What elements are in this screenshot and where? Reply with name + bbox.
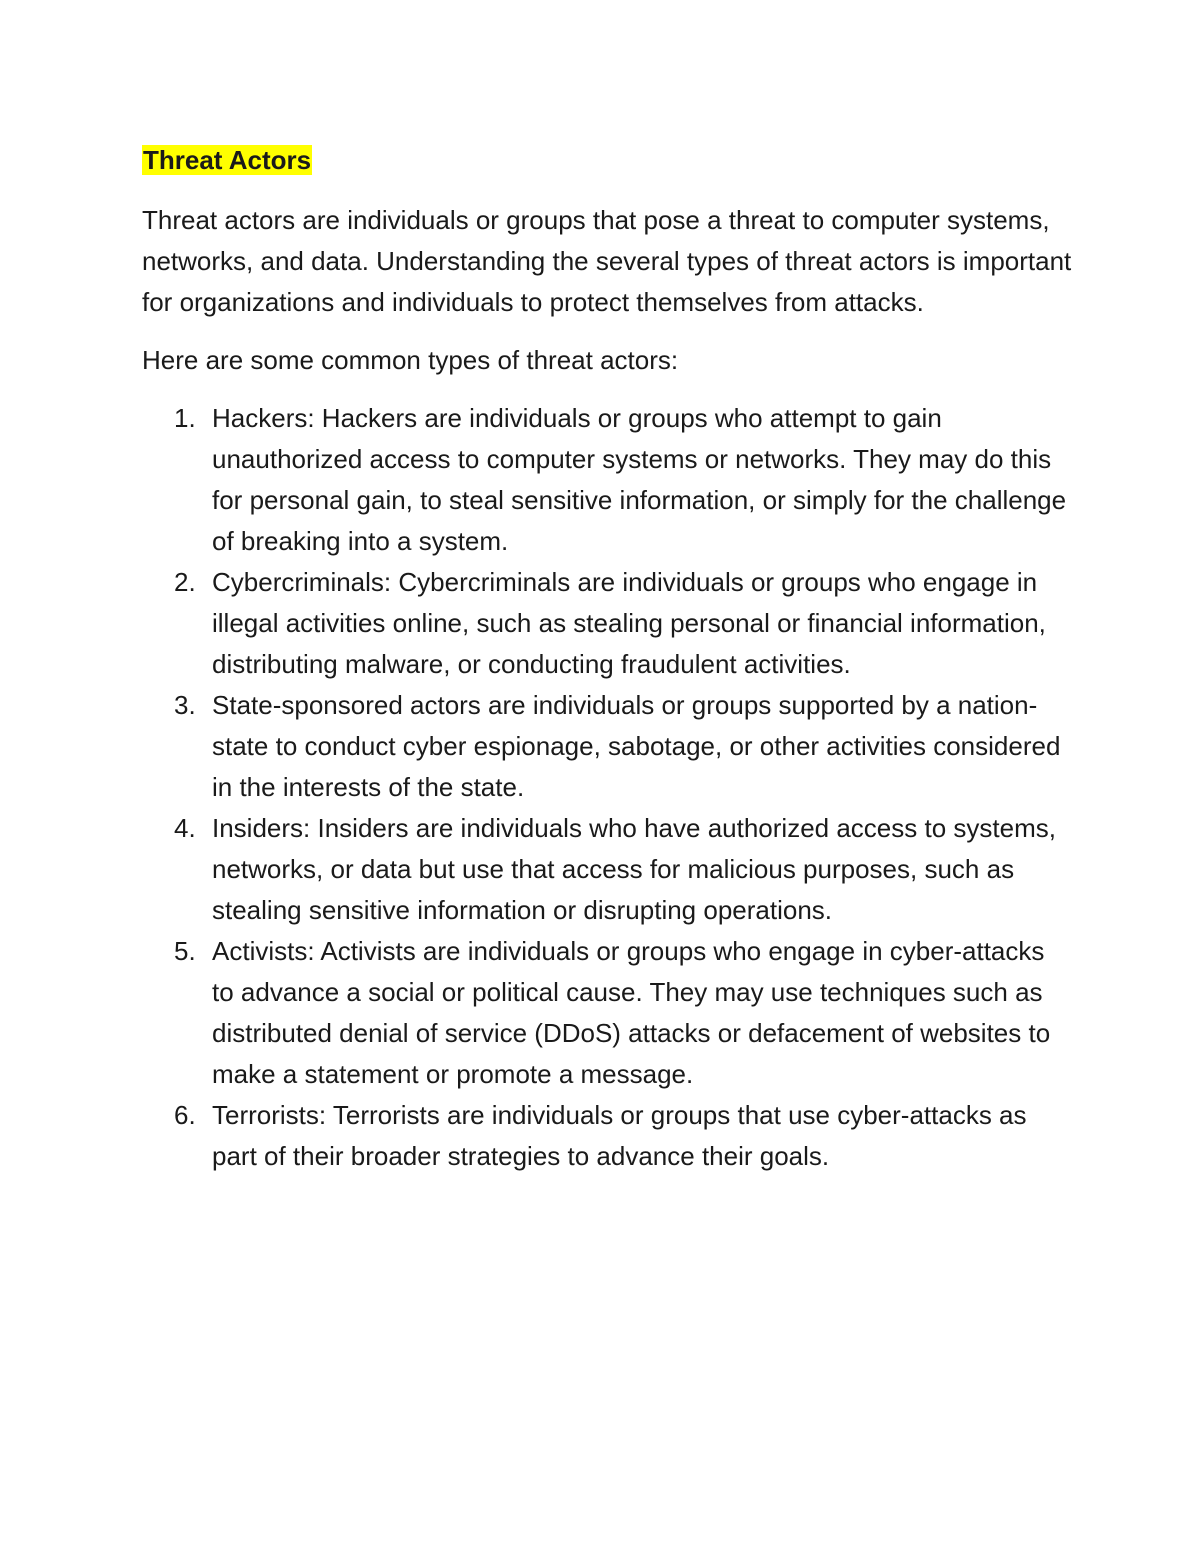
list-item-text: State-sponsored actors are individuals or groups supported by a nation-state to conduct cyber espionage, sabotage, or other activities considered in the interests of the state. <box>212 690 1061 802</box>
document-title <box>142 140 1072 181</box>
list-item <box>142 931 1072 1095</box>
list-item <box>142 398 1072 562</box>
lead-in-paragraph: Here are some common types of threat actors: <box>142 345 679 375</box>
list-item-text: Activists: Activists are individuals or groups who engage in cyber-attacks to advance a social or political cause. They may use techniques such as distributed denial of service (DDoS) attacks or defacement of websites to make a statement or promote a message. <box>212 936 1051 1089</box>
list-item-text: Insiders: Insiders are individuals who have authorized access to systems, networks, or data but use that access for malicious purposes, such as stealing sensitive information or disrupting operations. <box>212 813 1056 925</box>
list-item-text: Hackers: Hackers are individuals or groups who attempt to gain unauthorized access to computer systems or networks. They may do this for personal gain, to steal sensitive information, or simply for the challenge of breaking into a system. <box>212 403 1067 556</box>
list-item <box>142 808 1072 931</box>
document-body <box>142 140 1072 1177</box>
list-item-number: 1. <box>174 403 196 433</box>
list-item-number: 6. <box>174 1100 196 1130</box>
title-highlight: Threat Actors <box>143 145 312 175</box>
list-item <box>142 562 1072 685</box>
list-item-text: Cybercriminals: Cybercriminals are individuals or groups who engage in illegal activities online, such as stealing personal or financial information, distributing malware, or conducting fraudulent activities. <box>212 567 1046 679</box>
threat-actor-list <box>142 398 1072 1177</box>
intro-paragraph: Threat actors are individuals or groups that pose a threat to computer systems, networks, and data. Understanding the several types of threat actors is important for organizations and individuals to protect themselves from attacks. <box>142 205 1072 317</box>
list-item-text: Terrorists: Terrorists are individuals or groups that use cyber-attacks as part of their broader strategies to advance their goals. <box>212 1100 1027 1171</box>
list-item-number: 2. <box>174 567 196 597</box>
list-item-number: 5. <box>174 936 196 966</box>
list-item-number: 4. <box>174 813 196 843</box>
list-item-number: 3. <box>174 690 196 720</box>
list-item <box>142 685 1072 808</box>
list-item <box>142 1095 1072 1177</box>
